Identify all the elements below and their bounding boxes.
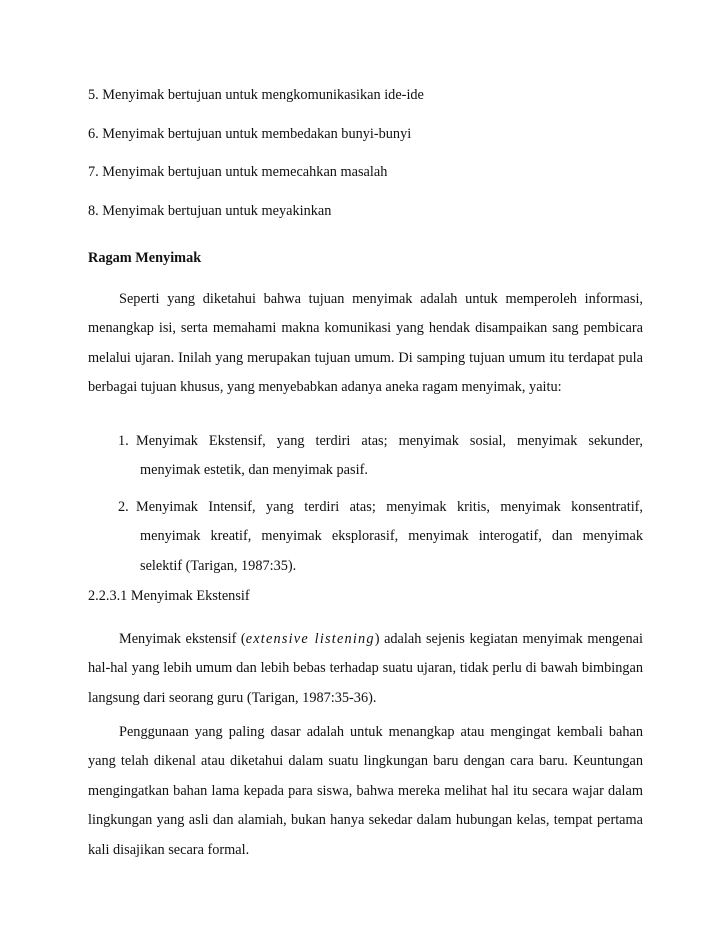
ragam-item-text: Menyimak Ekstensif, yang terdiri atas; menyimak sosial, menyimak sekunder, menyimak estetik, dan menyimak pasif.	[136, 433, 643, 479]
paragraph-text-start: Menyimak ekstensif (	[119, 631, 246, 647]
ragam-item-number: 2.	[118, 499, 129, 515]
section-heading-ragam-menyimak: Ragam Menyimak	[88, 250, 202, 266]
list-item-8: 8. Menyimak bertujuan untuk meyakinkan	[88, 203, 332, 219]
paragraph-text: Seperti yang diketahui bahwa tujuan menyimak adalah untuk memperoleh informasi, menangkap isi, serta memahami makna komunikasi yang hendak disampaikan sang pembicara melalui ujaran. Inilah yang merupakan tujuan umum. Di samping tujuan umum itu terdapat pula berbagai tujuan khusus, yang menyebabkan adanya aneka ragam menyimak, yaitu:	[88, 291, 643, 396]
ragam-item-1	[118, 427, 643, 486]
ragam-item-number: 1.	[118, 433, 129, 449]
paragraph-text: Penggunaan yang paling dasar adalah untuk menangkap atau mengingat kembali bahan yang telah dikenal atau diketahui dalam suatu lingkungan baru dengan cara baru. Keuntungan mengingatkan bahan lama kepada para siswa, bahwa mereka melihat hal itu secara wajar dalam lingkungan yang asli dan alamiah, bukan hanya sekedar dalam hubungan kelas, tempat pertama kali disajikan secara formal.	[88, 724, 643, 858]
paragraph-penggunaan	[88, 718, 643, 865]
paragraph-ragam-menyimak	[88, 285, 643, 403]
paragraph-menyimak-ekstensif	[88, 625, 643, 713]
list-item-6: 6. Menyimak bertujuan untuk membedakan bunyi-bunyi	[88, 126, 412, 142]
paragraph-text-end: ) adalah sejenis kegiatan menyimak mengenai hal-hal yang lebih umum dan lebih bebas terhadap suatu ujaran, tidak perlu di bawah bimbingan langsung dari seorang guru (Tarigan, 1987:35-36).	[88, 631, 643, 706]
list-item-5: 5. Menyimak bertujuan untuk mengkomunikasikan ide-ide	[88, 87, 424, 103]
paragraph-italic-term: extensive listening	[245, 631, 375, 647]
subsection-heading-menyimak-ekstensif: 2.2.3.1 Menyimak Ekstensif	[88, 588, 250, 604]
list-item-7: 7. Menyimak bertujuan untuk memecahkan masalah	[88, 164, 388, 180]
ragam-item-2	[118, 493, 643, 581]
ragam-item-text: Menyimak Intensif, yang terdiri atas; menyimak kritis, menyimak konsentratif, menyimak kreatif, menyimak eksplorasif, menyimak interogatif, dan menyimak selektif (Tarigan, 1987:35).	[136, 499, 643, 574]
